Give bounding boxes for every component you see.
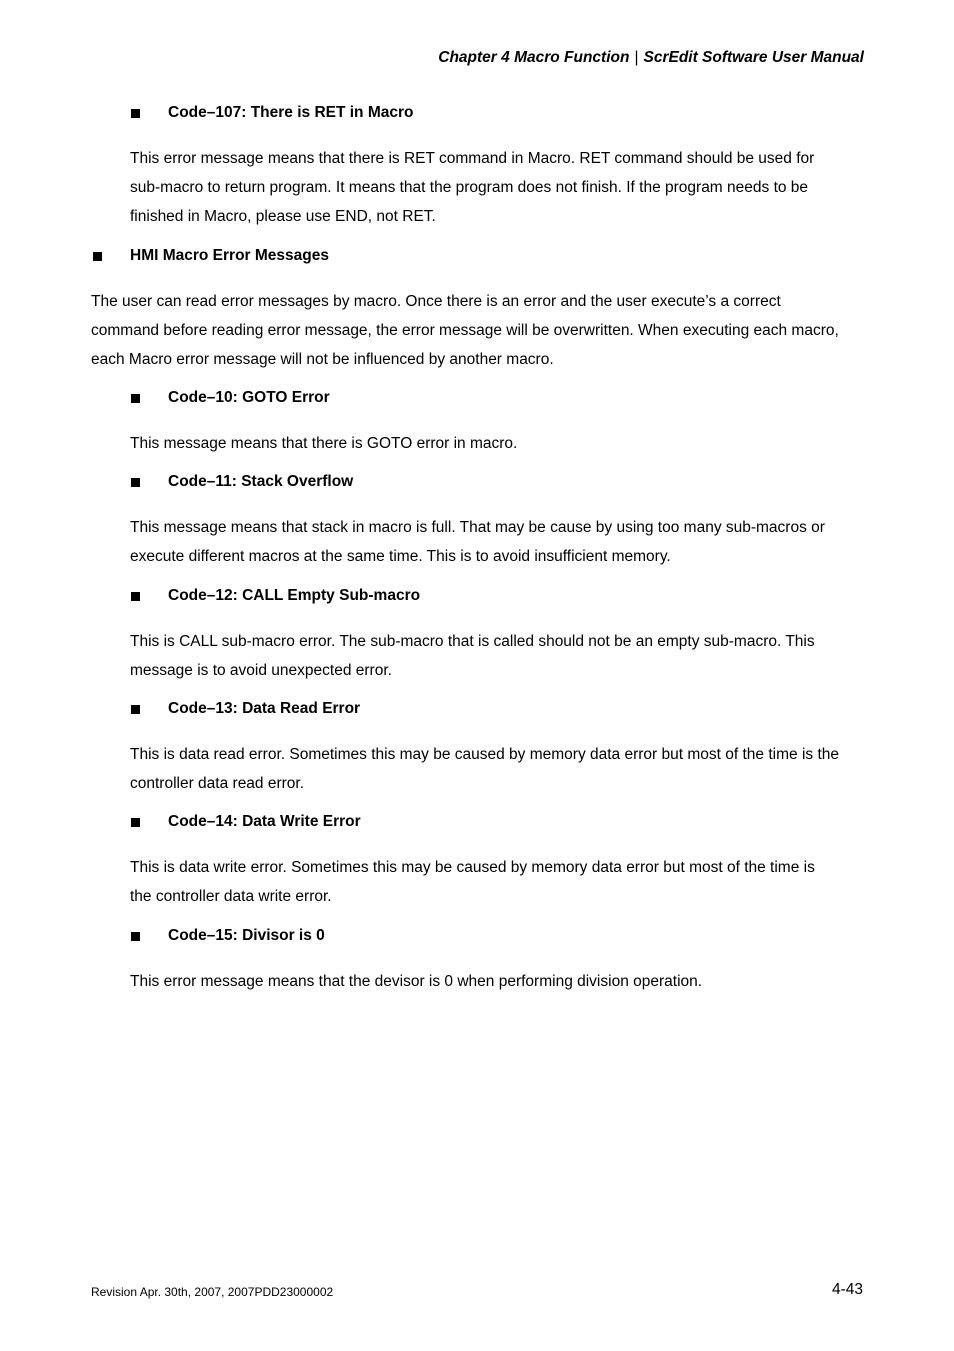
heading-hmi-text: HMI Macro Error Messages bbox=[130, 247, 329, 264]
heading-code-15 bbox=[168, 926, 325, 946]
paragraph-line: sub-macro to return program. It means that the program does not finish. If the program needs to be bbox=[130, 179, 809, 196]
header-manual-title: ScrEdit Software User Manual bbox=[643, 49, 864, 66]
footer-revision: Revision Apr. 30th, 2007, 2007PDD23000002 bbox=[91, 1285, 334, 1299]
header-separator: | bbox=[634, 49, 639, 66]
paragraph-line: controller data read error. bbox=[130, 775, 305, 792]
square-bullet-icon bbox=[131, 478, 140, 487]
paragraph-line: This message means that there is GOTO error in macro. bbox=[130, 435, 518, 452]
paragraph-line: This is data read error. Sometimes this may be caused by memory data error but most of the time is the bbox=[130, 746, 839, 763]
heading-code-13 bbox=[168, 699, 360, 719]
paragraph-line: each Macro error message will not be influenced by another macro. bbox=[91, 351, 554, 368]
heading-code-11 bbox=[168, 472, 353, 492]
heading-code-11-text: Code–11: Stack Overflow bbox=[168, 473, 354, 490]
paragraph-line: This error message means that there is RET command in Macro. RET command should be used for bbox=[130, 150, 815, 167]
heading-code-13-text: Code–13: Data Read Error bbox=[168, 700, 361, 717]
heading-code-107 bbox=[168, 103, 414, 123]
paragraph-code-14 bbox=[130, 853, 815, 911]
paragraph-line: The user can read error messages by macro. Once there is an error and the user execute’s a correct bbox=[91, 293, 781, 310]
paragraph-code-11 bbox=[130, 513, 825, 571]
paragraph-line: This error message means that the devisor is 0 when performing division operation. bbox=[130, 973, 703, 990]
square-bullet-icon bbox=[93, 252, 102, 261]
heading-hmi-macro-error-messages bbox=[130, 246, 329, 266]
heading-code-14-text: Code–14: Data Write Error bbox=[168, 813, 361, 830]
heading-code-107-text: Code–107: There is RET in Macro bbox=[168, 104, 414, 121]
paragraph-code-107 bbox=[130, 144, 814, 231]
paragraph-code-13 bbox=[130, 740, 839, 798]
paragraph-line: This message means that stack in macro is full. That may be cause by using too many sub-macros or bbox=[130, 519, 825, 536]
paragraph-hmi bbox=[91, 287, 839, 374]
heading-code-15-text: Code–15: Divisor is 0 bbox=[168, 927, 325, 944]
heading-code-10 bbox=[168, 388, 330, 408]
paragraph-code-12 bbox=[130, 627, 815, 685]
paragraph-line: the controller data write error. bbox=[130, 888, 332, 905]
running-header bbox=[438, 49, 864, 67]
paragraph-code-10 bbox=[130, 429, 517, 458]
heading-code-12-text: Code–12: CALL Empty Sub-macro bbox=[168, 587, 421, 604]
paragraph-line: execute different macros at the same time. This is to avoid insufficient memory. bbox=[130, 548, 671, 565]
paragraph-line: finished in Macro, please use END, not RET. bbox=[130, 208, 436, 225]
square-bullet-icon bbox=[131, 818, 140, 827]
footer-page-number: 4-43 bbox=[831, 1281, 863, 1298]
square-bullet-icon bbox=[131, 109, 140, 118]
paragraph-line: message is to avoid unexpected error. bbox=[130, 662, 392, 679]
heading-code-12 bbox=[168, 586, 420, 606]
heading-code-14 bbox=[168, 812, 361, 832]
paragraph-line: command before reading error message, the error message will be overwritten. When executing each macro, bbox=[91, 322, 839, 339]
square-bullet-icon bbox=[131, 592, 140, 601]
paragraph-line: This is CALL sub-macro error. The sub-macro that is called should not be an empty sub-macro. This bbox=[130, 633, 815, 650]
header-chapter: Chapter 4 Macro Function bbox=[438, 49, 630, 66]
square-bullet-icon bbox=[131, 705, 140, 714]
paragraph-code-15 bbox=[130, 967, 702, 996]
square-bullet-icon bbox=[131, 932, 140, 941]
paragraph-line: This is data write error. Sometimes this may be caused by memory data error but most of the time is bbox=[130, 859, 815, 876]
heading-code-10-text: Code–10: GOTO Error bbox=[168, 389, 330, 406]
square-bullet-icon bbox=[131, 394, 140, 403]
